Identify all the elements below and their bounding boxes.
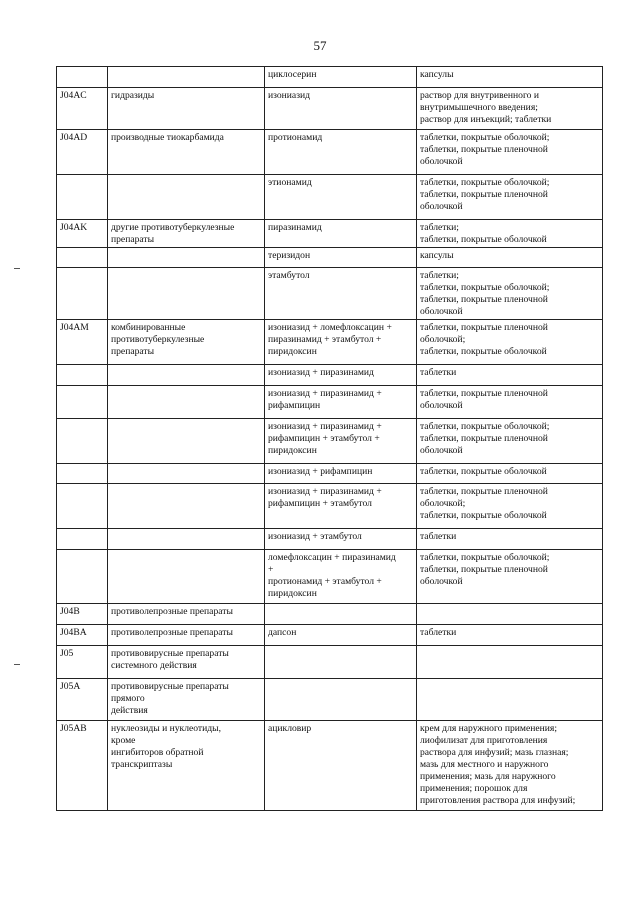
anatomical-group-cell: противовирусные препараты прямого действия (108, 679, 265, 721)
atc-code-cell: J05AB (57, 721, 108, 811)
drug-name-cell: изониазид (265, 88, 417, 130)
drug-name-cell: изониазид + пиразинамид + рифампицин + этамбутол + пиридоксин (265, 419, 417, 464)
anatomical-group-cell: другие противотуберкулезные препараты (108, 220, 265, 248)
table-row (57, 721, 603, 811)
dosage-form-cell: таблетки, покрытые оболочкой; таблетки, покрытые пленочной оболочкой (417, 175, 603, 220)
drug-name-cell: изониазид + пиразинамид + рифампицин + этамбутол (265, 484, 417, 529)
atc-code-cell (57, 386, 108, 419)
table-row (57, 88, 603, 130)
dosage-form-cell: таблетки, покрытые оболочкой; таблетки, покрытые пленочной оболочкой (417, 130, 603, 175)
drug-name-cell: циклосерин (265, 67, 417, 88)
anatomical-group-cell (108, 268, 265, 320)
atc-code-cell (57, 484, 108, 529)
atc-code-cell: J05A (57, 679, 108, 721)
anatomical-group-cell (108, 365, 265, 386)
anatomical-group-cell: производные тиокарбамида (108, 130, 265, 175)
table-row (57, 268, 603, 320)
dosage-form-cell: таблетки, покрытые пленочной оболочкой; таблетки, покрытые оболочкой (417, 484, 603, 529)
anatomical-group-cell: противолепрозные препараты (108, 625, 265, 646)
atc-code-cell (57, 248, 108, 268)
drug-name-cell (265, 679, 417, 721)
table-row (57, 130, 603, 175)
anatomical-group-cell (108, 464, 265, 484)
drug-name-cell (265, 646, 417, 679)
drug-name-cell (265, 604, 417, 625)
atc-code-cell (57, 464, 108, 484)
anatomical-group-cell: гидразиды (108, 88, 265, 130)
atc-code-cell (57, 175, 108, 220)
table-row (57, 365, 603, 386)
table-row (57, 386, 603, 419)
table-row (57, 175, 603, 220)
drug-name-cell: этионамид (265, 175, 417, 220)
dosage-form-cell: таблетки (417, 365, 603, 386)
dosage-form-cell: таблетки, покрытые пленочной оболочкой (417, 386, 603, 419)
table-row (57, 646, 603, 679)
drug-name-cell: пиразинамид (265, 220, 417, 248)
table-row (57, 550, 603, 604)
drug-name-cell: дапсон (265, 625, 417, 646)
dosage-form-cell: крем для наружного применения; лиофилизат для приготовления раствора для инфузий; мазь глазная; мазь для местного и наружного применения; мазь для наружного применения; порошок для приготовления раствора для инфузий; (417, 721, 603, 811)
atc-code-cell (57, 365, 108, 386)
drug-name-cell: изониазид + пиразинамид + рифампицин (265, 386, 417, 419)
drug-name-cell: изониазид + ломефлоксацин + пиразинамид + этамбутол + пиридоксин (265, 320, 417, 365)
atc-code-cell: J04B (57, 604, 108, 625)
anatomical-group-cell (108, 529, 265, 550)
anatomical-group-cell: противолепрозные препараты (108, 604, 265, 625)
dosage-form-cell: таблетки (417, 625, 603, 646)
dosage-form-cell: таблетки, покрытые оболочкой (417, 464, 603, 484)
anatomical-group-cell (108, 248, 265, 268)
drug-name-cell: изониазид + этамбутол (265, 529, 417, 550)
anatomical-group-cell: противовирусные препараты системного действия (108, 646, 265, 679)
drug-name-cell: ломефлоксацин + пиразинамид + протионамид + этамбутол + пиридоксин (265, 550, 417, 604)
table-row (57, 67, 603, 88)
atc-code-cell: J05 (57, 646, 108, 679)
drug-name-cell: теризидон (265, 248, 417, 268)
dosage-form-cell: таблетки, покрытые оболочкой; таблетки, покрытые пленочной оболочкой (417, 419, 603, 464)
dosage-form-cell (417, 679, 603, 721)
anatomical-group-cell: комбинированные противотуберкулезные препараты (108, 320, 265, 365)
table-row (57, 484, 603, 529)
table-row (57, 419, 603, 464)
page-number: 57 (313, 38, 327, 53)
table-row (57, 529, 603, 550)
table-row (57, 248, 603, 268)
table-body (57, 67, 603, 811)
anatomical-group-cell (108, 67, 265, 88)
drug-name-cell: этамбутол (265, 268, 417, 320)
table-row (57, 220, 603, 248)
atc-code-cell: J04BA (57, 625, 108, 646)
dosage-form-cell (417, 604, 603, 625)
anatomical-group-cell (108, 175, 265, 220)
anatomical-group-cell (108, 484, 265, 529)
atc-code-cell (57, 550, 108, 604)
atc-code-cell (57, 419, 108, 464)
dosage-form-cell: таблетки, покрытые пленочной оболочкой; таблетки, покрытые оболочкой (417, 320, 603, 365)
anatomical-group-cell (108, 386, 265, 419)
table-row (57, 464, 603, 484)
margin-mark (14, 268, 20, 269)
margin-mark (14, 664, 20, 665)
dosage-form-cell: таблетки; таблетки, покрытые оболочкой; таблетки, покрытые пленочной оболочкой (417, 268, 603, 320)
drug-name-cell: протионамид (265, 130, 417, 175)
dosage-form-cell: таблетки; таблетки, покрытые оболочкой (417, 220, 603, 248)
atc-code-cell: J04AM (57, 320, 108, 365)
atc-code-cell: J04AK (57, 220, 108, 248)
atc-code-cell (57, 67, 108, 88)
dosage-form-cell: капсулы (417, 248, 603, 268)
table-row (57, 320, 603, 365)
drug-table (56, 66, 603, 811)
dosage-form-cell (417, 646, 603, 679)
drug-name-cell: ацикловир (265, 721, 417, 811)
atc-code-cell (57, 268, 108, 320)
dosage-form-cell: капсулы (417, 67, 603, 88)
atc-code-cell (57, 529, 108, 550)
atc-code-cell: J04AC (57, 88, 108, 130)
dosage-form-cell: таблетки (417, 529, 603, 550)
dosage-form-cell: раствор для внутривенного и внутримышечного введения; раствор для инъекций; таблетки (417, 88, 603, 130)
drug-name-cell: изониазид + пиразинамид (265, 365, 417, 386)
atc-code-cell: J04AD (57, 130, 108, 175)
drug-name-cell: изониазид + рифампицин (265, 464, 417, 484)
table-row (57, 679, 603, 721)
anatomical-group-cell: нуклеозиды и нуклеотиды, кроме ингибиторов обратной транскриптазы (108, 721, 265, 811)
dosage-form-cell: таблетки, покрытые оболочкой; таблетки, покрытые пленочной оболочкой (417, 550, 603, 604)
anatomical-group-cell (108, 550, 265, 604)
table-row (57, 625, 603, 646)
table-row (57, 604, 603, 625)
anatomical-group-cell (108, 419, 265, 464)
